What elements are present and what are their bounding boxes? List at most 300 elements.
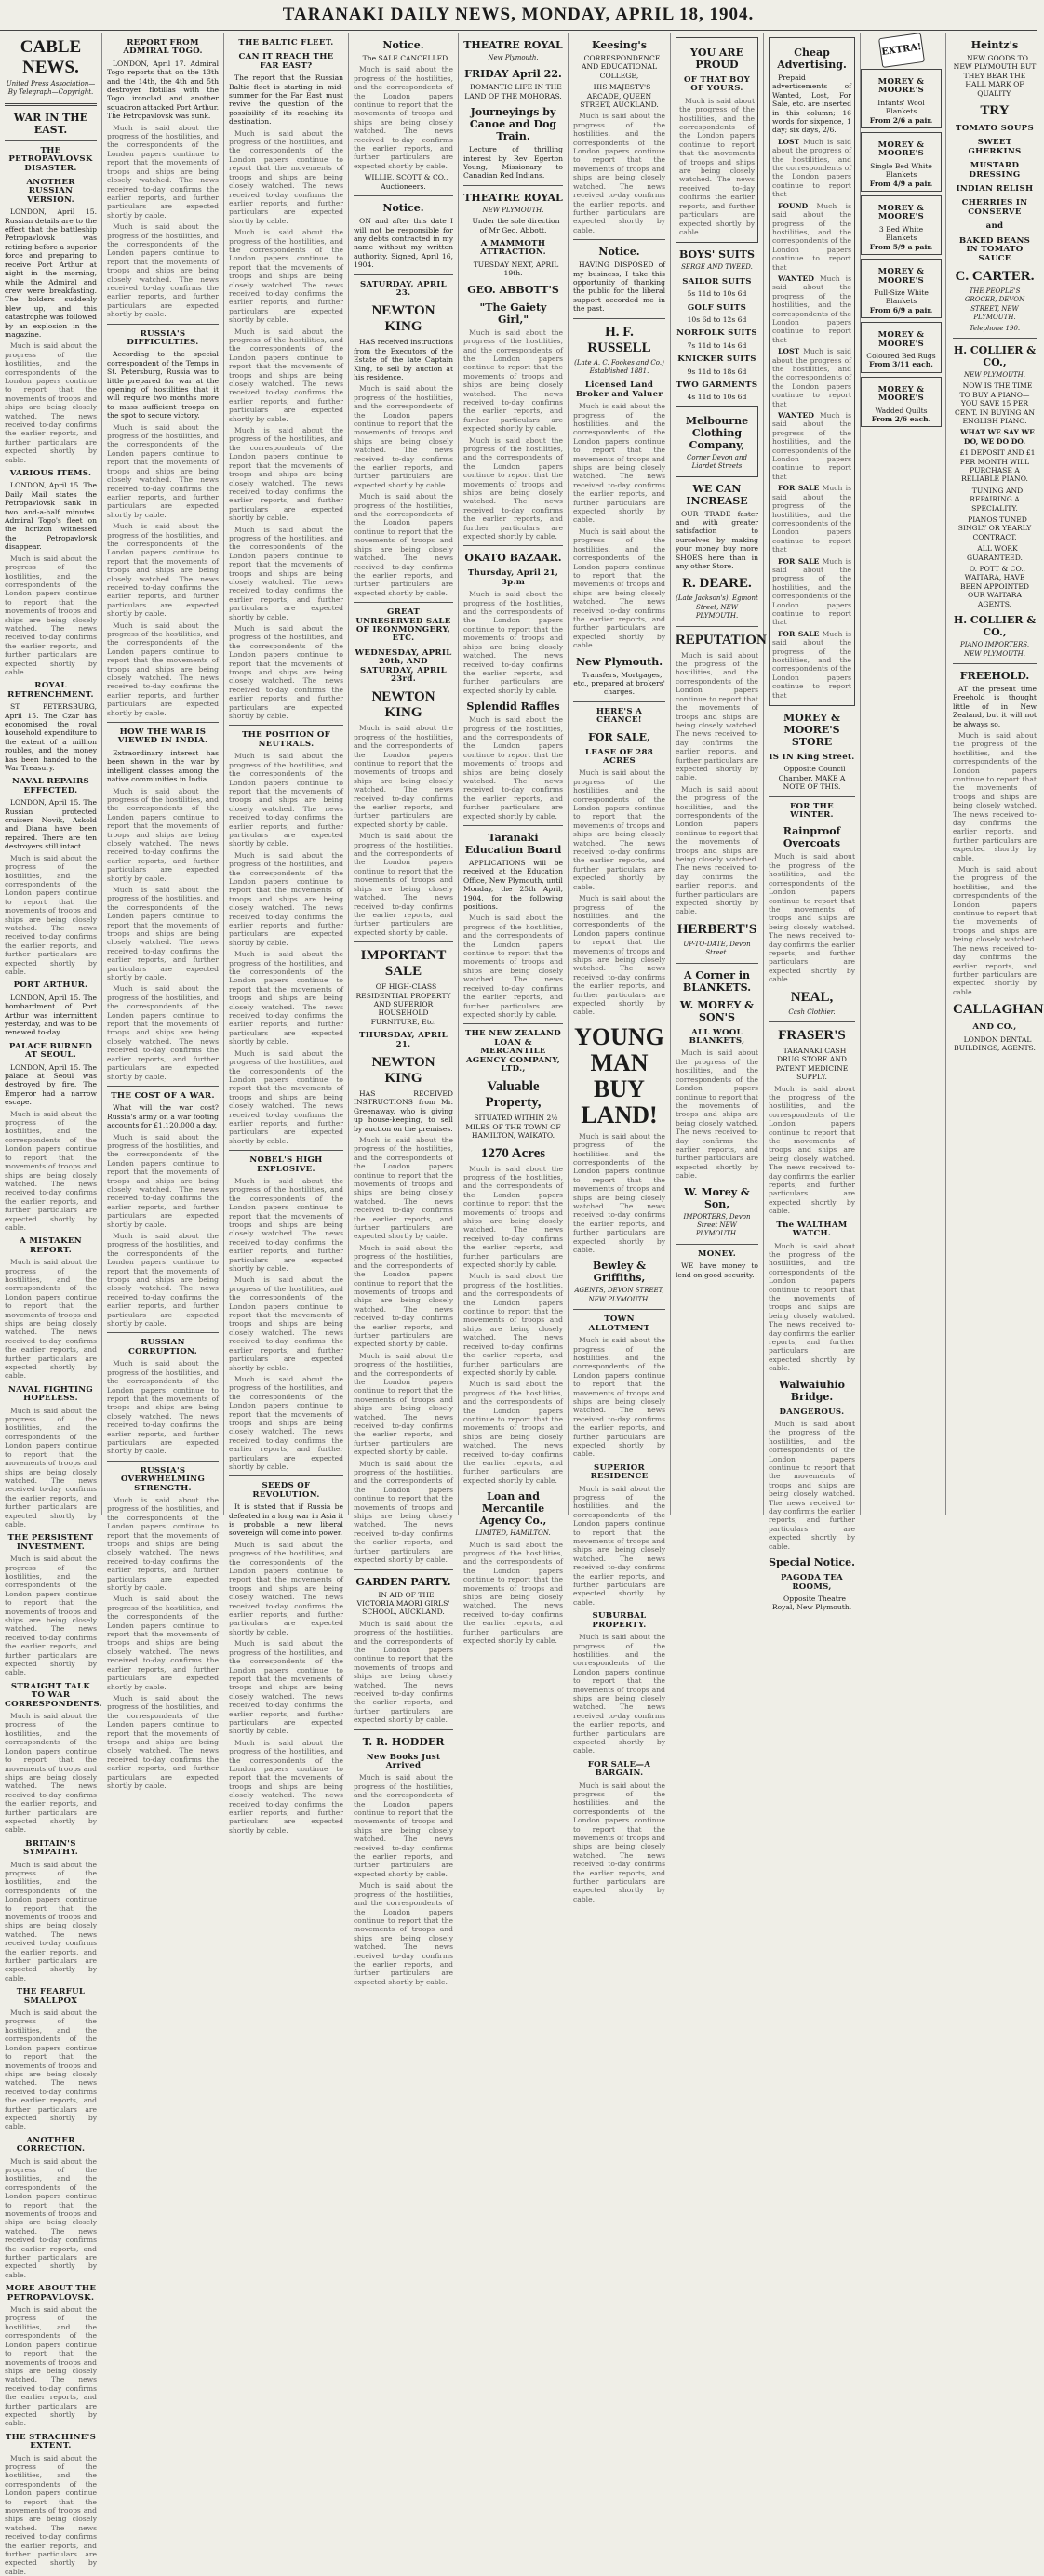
classified-ad: LOST Much is said about the progress of the hostilities, and the correspondents of the London papers continue to report that — [772, 347, 851, 408]
notice-text: Much is said about the progress of the hostilities, and the correspondents of the London papers continue to report that the movements of troops and ships are being closely watched. The news received to-day confirms the earlier reports, and further particulars are expected shortly by cable. — [354, 1773, 453, 1878]
article-text: Much is said about the progress of the hostilities, and the correspondents of the London papers continue to report that the movements of troops and ships are being closely watched. The news received to-day confirms the earlier reports, and further particulars are expected shortly by cable. — [229, 950, 343, 1047]
article-text: Much is said about the progress of the hostilities, and the correspondents of the London papers continue to report that the movements of troops and ships are being closely watched. The news received to-day confirms the earlier reports, and further particulars are expected shortly by cable. — [229, 1176, 343, 1274]
headline: ANOTHER RUSSIAN VERSION. — [26, 178, 75, 205]
blanket-ad — [861, 259, 942, 318]
headline: BRITAIN'S SYMPATHY. — [22, 1838, 79, 1858]
price-item-name: NORFOLK SUITS — [676, 328, 757, 339]
ad-text: Prepaid advertisements of Wanted, Lost, For Sale, etc. are inserted in this column; 16 words for sixpence, 1 day; six days, 2/6. — [772, 73, 851, 135]
headline: ALL WOOL BLANKETS, — [689, 1027, 745, 1047]
headline: THE FEARFUL SMALLPOX — [16, 1987, 86, 2006]
article-text: Much is said about the progress of the hostilities, and the correspondents of the London papers continue to report that the movements of troops and ships are being closely watched. The news received to-day confirms the earlier reports, and further particulars are expected shortly by cable. — [229, 327, 343, 423]
notice-text: ON and after this date I will not be responsible for any debts contracted in my name without my written authority. Signed, April 16, 1904. — [354, 217, 453, 270]
sale-date: SATURDAY, APRIL 23. — [360, 279, 447, 298]
section-subtitle: United Press Association—By Telegraph—Copyright. — [6, 80, 96, 97]
grocery-and-piano-ads — [950, 33, 1044, 1515]
article-text: Much is said about the progress of the hostilities, and the correspondents of the London papers continue to report that the movements of troops and ships are being closely watched. The news received to-day confirms the earlier reports, and further particulars are expected shortly by cable. — [107, 1595, 219, 1691]
theatre-location: NEW PLYMOUTH. — [482, 206, 544, 214]
headline: RUSSIAN CORRUPTION. — [127, 1338, 198, 1356]
article-text: LONDON, April 15. The Russian protected cruisers Novik, Askold and Diana have been repaired. There are ten destroyers still intact. — [5, 798, 97, 851]
shop-name: W. MOREY & SON'S — [679, 998, 755, 1023]
item-name: Full-Size White Blankets — [874, 287, 929, 306]
section-title: CABLE NEWS. — [20, 37, 82, 77]
article-text: LONDON, April 17. Admiral Togo reports that on the 13th and the 14th, the 4th and 5th destroyer flotillas with the Togo ironclad and another squadron attacked Port Arthur. The Petropavlovsk was sunk. — [107, 59, 219, 121]
notice-text: The SALE CANCELLED. — [362, 54, 450, 62]
ad-text: Much is said about the progress of the hostilities, and the correspondents of the London papers continue to report that the movements of troops and ships are being closely watched. The news received to-day confirms the earlier reports, and further particulars are expected shortly by cable. — [676, 784, 758, 916]
product-item: CHERRIES IN CONSERVE — [961, 198, 1028, 217]
notice-text: Much is said about the progress of the hostilities, and the correspondents of the London papers continue to report that the movements of troops and ships are being closely watched. The news received to-day confirms the earlier reports, and further particulars are expected shortly by cable. — [354, 724, 453, 829]
blanket-ad — [861, 322, 942, 373]
article-text: Much is said about the progress of the hostilities, and the correspondents of the London papers continue to report that the movements of troops and ships are being closely watched. The news received to-day confirms the earlier reports, and further particulars are expected shortly by cable. — [229, 228, 343, 325]
price-item-value: 9s 11d to 18s 6d — [687, 367, 747, 376]
headline: THE COST OF A WAR. — [111, 1090, 215, 1101]
company-box — [676, 406, 758, 477]
article-text: What will the war cost? Russia's army on a war footing accounts for £1,120,000 a day. — [107, 1103, 219, 1130]
ad-text: Much is said about the progress of the hostilities, and the correspondents of the London papers continue to report that the movements of troops and ships are being closely watched. The news received to-day confirms the earlier reports, and further particulars are expected shortly by cable. — [769, 852, 855, 984]
classified-ad: FOUND Much is said about the progress of the hostilities, and the correspondents of the London papers continue to report that — [772, 201, 851, 272]
theatre-location: New Plymouth. — [488, 54, 539, 61]
shop-address: (Late Jackson's). Egmont Street, NEW PLYMOUTH. — [676, 594, 758, 621]
broker-name: H. F. RUSSELL — [587, 324, 651, 355]
article-text: Much is said about the progress of the hostilities, and the correspondents of the London papers continue to report that the movements of troops and ships are being closely watched. The news received to-day confirms the earlier reports, and further particulars are expected shortly by cable. — [107, 1132, 219, 1229]
headline: Rainproof Overcoats — [783, 825, 841, 850]
classified-ad: FOR SALE Much is said about the progress of the hostilities, and the correspondents of the London papers continue to report that — [772, 484, 851, 554]
headline: IMPORTANT SALE — [360, 948, 447, 980]
headline: REPORT FROM ADMIRAL TOGO. — [123, 38, 203, 57]
theatre-name: THEATRE ROYAL — [463, 191, 563, 204]
article-text: Much is said about the progress of the hostilities, and the correspondents of the London papers continue to report that the movements of troops and ships are being closely watched. The news received to-day confirms the earlier reports, and further particulars are expected shortly by cable. — [5, 2453, 97, 2576]
headline: SUBURBAL PROPERTY. — [592, 1611, 647, 1630]
article-text: Much is said about the progress of the hostilities, and the correspondents of the London papers continue to report that the movements of troops and ships are being closely watched. The news received to-day confirms the earlier reports, and further particulars are expected shortly by cable. — [107, 1359, 219, 1456]
notice-text: Much is said about the progress of the hostilities, and the correspondents of the London papers continue to report that the movements of troops and ships are being closely watched. The news received to-day confirms the earlier reports, and further particulars are expected shortly by cable. — [354, 65, 453, 170]
product-item: SWEET GHERKINS — [968, 138, 1022, 156]
price-item-name: TWO GARMENTS — [676, 380, 758, 390]
notice-text: Much is said about the progress of the hostilities, and the correspondents of the London papers continue to report that the movements of troops and ships are being closely watched. The news received to-day confirms the earlier reports, and further particulars are expected shortly by cable. — [573, 1781, 665, 1903]
item-price: From 3/11 each. — [869, 360, 933, 369]
event-text: Much is said about the progress of the hostilities, and the correspondents of the London papers continue to report that the movements of troops and ships are being closely watched. The news received to-day confirms the earlier reports, and further particulars are expected shortly by cable. — [463, 327, 563, 434]
column-classifieds — [764, 33, 861, 1612]
classified-ad: WANTED Much is said about the progress of the hostilities, and the correspondents of the London papers continue to report that — [772, 411, 851, 481]
article-text: Much is said about the progress of the hostilities, and the correspondents of the London papers continue to report that the movements of troops and ships are being closely watched. The news received to-day confirms the earlier reports, and further particulars are expected shortly by cable. — [5, 1860, 97, 1982]
headline: FREEHOLD. — [959, 669, 1030, 682]
event-text: Under the sole direction of Mr Geo. Abbott. — [472, 217, 560, 234]
headline: PALACE BURNED AT SEOUL. — [8, 1041, 93, 1061]
store-name: MOREY & MOORE'S — [877, 267, 925, 286]
ad-text: Much is said about the progress of the hostilities, and the correspondents of the London papers continue to report that the movements of troops and ships are being closely watched. The news received to-day confirms the earlier reports, and further particulars are expected shortly by cable. — [769, 1241, 855, 1373]
article-text: Much is said about the progress of the hostilities, and the correspondents of the London papers continue to report that the movements of troops and ships are being closely watched. The news received to-day confirms the earlier reports, and further particulars are expected shortly by cable. — [229, 850, 343, 947]
blanket-ad — [861, 69, 942, 128]
item-name: Coloured Bed Rugs — [866, 351, 936, 360]
product-item: TOMATO SOUPS — [956, 124, 1034, 134]
shop-address: IMPORTERS, Devon Street NEW PLYMOUTH. — [683, 1212, 751, 1238]
headline: The WALTHAM WATCH. — [776, 1220, 848, 1239]
headline: MONEY. — [697, 1248, 737, 1259]
item-price: From 6/9 a pair. — [869, 305, 933, 314]
headline: REPUTATION — [676, 632, 767, 647]
notice-text: Much is said about the progress of the hostilities, and the correspondents of the London papers continue to report that the movements of troops and ships are being closely watched. The news received to-day confirms the earlier reports, and further particulars are expected shortly by cable. — [573, 1633, 665, 1755]
item-name: Single Bed White Blankets — [870, 161, 932, 180]
notice-text: Much is said about the progress of the hostilities, and the correspondents of the London papers continue to report that the movements of troops and ships are being closely watched. The news received to-day confirms the earlier reports, and further particulars are expected shortly by cable. — [573, 768, 665, 891]
notice-text: IN AID OF THE VICTORIA MAORI GIRLS' SCHOOL, AUCKLAND. — [356, 1590, 450, 1617]
headline: GARDEN PARTY. — [355, 1575, 451, 1588]
notice-text: HAS received instructions from the Executors of the Estate of the late Captain King, to sell by auction at his residence. — [354, 338, 453, 381]
article-text: Much is said about the progress of the hostilities, and the correspondents of the London papers continue to report that the movements of troops and ships are being closely watched. The news received to-day confirms the earlier reports, and further particulars are expected shortly by cable. — [229, 1374, 343, 1471]
item-name: Infants' Wool Blankets — [877, 98, 925, 116]
event-title: A MAMMOTH ATTRACTION. — [480, 239, 546, 258]
price-item-name: GOLF SUITS — [687, 302, 747, 313]
extra-newspaper-icon: EXTRA! — [877, 33, 924, 68]
store-name: MOREY & MOORE'S — [877, 77, 925, 96]
boys-suits-box — [676, 37, 758, 243]
headline: GREAT UNRESERVED SALE OF IRONMONGERY, ETC. — [355, 607, 451, 644]
article-text: According to the special correspondent of the Temps in St. Petersburg, Russia was to little prepared for war at the opening of hostilities that it will require two months more to mass sufficient troops on the spot to secure victory. — [107, 350, 219, 420]
college-text: Much is said about the progress of the hostilities, and the correspondents of the London papers continue to report that the movements of troops and ships are being closely watched. The news received to-day confirms the earlier reports, and further particulars are expected shortly by cable. — [573, 112, 665, 234]
shop-name: R. DEARE. — [682, 576, 752, 592]
notice-text: Much is said about the progress of the hostilities, and the correspondents of the London papers continue to report that the movements of troops and ships are being closely watched. The news received to-day confirms the earlier reports, and further particulars are expected shortly by cable. — [573, 1484, 665, 1607]
notice-text: Much is said about the progress of the hostilities, and the correspondents of the London papers continue to report that the movements of troops and ships are being closely watched. The news received to-day confirms the earlier reports, and further particulars are expected shortly by cable. — [463, 914, 563, 1019]
sale-date: WEDNESDAY, APRIL 20th, AND SATURDAY, APRIL 23rd. — [355, 647, 452, 684]
event-title: "The Gaiety Girl," — [479, 300, 547, 326]
shop-name: H. COLLIER & CO., — [953, 614, 1037, 639]
price-item-name: KNICKER SUITS — [677, 354, 756, 365]
ad-text: LONDON DENTAL BUILDINGS, AGENTS. — [954, 1034, 1036, 1052]
ad-text: TARANAKI CASH DRUG STORE AND PATENT MEDICINE SUPPLY. — [775, 1046, 849, 1082]
article-text: Much is said about the progress of the hostilities, and the correspondents of the London papers continue to report that the movements of troops and ships are being closely watched. The news received to-day confirms the earlier reports, and further particulars are expected shortly by cable. — [5, 853, 97, 976]
notice-text: Much is said about the progress of the hostilities, and the correspondents of the London papers continue to report that the movements of troops and ships are being closely watched. The news received to-day confirms the earlier reports, and further particulars are expected shortly by cable. — [463, 1380, 563, 1485]
notice-text: HAS RECEIVED INSTRUCTIONS from Mr. Greenaway, who is giving up house-keeping, to sell by auction on the premises. — [354, 1088, 453, 1133]
college-text: CORRESPONDENCE AND EDUCATIONAL COLLEGE, — [581, 54, 661, 80]
headline: ANOTHER CORRECTION. — [16, 2135, 86, 2155]
event-title: Journeyings by Canoe and Dog Train. — [469, 106, 557, 143]
headline: Special Notice. — [769, 1556, 855, 1569]
headline: PAGODA TEA ROOMS, — [780, 1573, 844, 1592]
column-theatre — [459, 33, 569, 1646]
article-text: The report that the Russian Baltic fleet is starting in mid-summer for the Far East must revive the question of the possibility of its reaching its destination. — [229, 73, 343, 127]
product-item: BAKED BEANS IN TOMATO SAUCE — [958, 235, 1031, 263]
blanket-ad — [861, 377, 942, 428]
article-text: Much is said about the progress of the hostilities, and the correspondents of the London papers continue to report that the movements of troops and ships are being closely watched. The news received to-day confirms the earlier reports, and further particulars are expected shortly by cable. — [229, 128, 343, 225]
article-text: Much is said about the progress of the hostilities, and the correspondents of the London papers continue to report that the movements of troops and ships are being closely watched. The news received to-day confirms the earlier reports, and further particulars are expected shortly by cable. — [5, 1406, 97, 1528]
notice-text: Much is said about the progress of the hostilities, and the correspondents of the London papers continue to report that the movements of troops and ships are being closely watched. The news received to-day confirms the earlier reports, and further particulars are expected shortly by cable. — [354, 832, 453, 937]
agent-name: Bewley & Griffiths, — [592, 1260, 647, 1285]
ad-text: ALL WORK GUARANTEED. — [967, 544, 1023, 562]
ad-text: AT the present time Freehold is thought little of in New Zealand, but it will not be always so. — [953, 684, 1037, 728]
price-item-value: 5s 11d to 10s 6d — [687, 289, 747, 299]
article-text: Much is said about the progress of the hostilities, and the correspondents of the London papers continue to report that the movements of troops and ships are being closely watched. The news received to-day confirms the earlier reports, and further particulars are expected shortly by cable. — [107, 522, 219, 619]
blanket-ad — [861, 132, 942, 192]
notice-text: Much is said about the progress of the hostilities, and the correspondents of the London papers continue to report that the movements of troops and ships are being closely watched. The news received to-day confirms the earlier reports, and further particulars are expected shortly by cable. — [573, 894, 665, 1017]
ad-text: OUR TRADE faster and with greater satisfaction to ourselves by making your money buy more SHOES here than in any other Store. — [676, 509, 758, 571]
shop-name: W. Morey & Son, — [684, 1185, 750, 1210]
item-price: From 2/6 each. — [871, 414, 931, 423]
company-name: Melbourne Clothing Company, — [685, 414, 749, 451]
ad-text: £1 DEPOSIT AND £1 PER MONTH WILL PURCHASE A RELIABLE PIANO. — [959, 448, 1036, 484]
headline: TRY — [980, 103, 1010, 119]
ad-text: NOW IS THE TIME TO BUY A PIANO—YOU SAVE 15 PER CENT. IN BUYING AN ENGLISH PIANO. — [954, 381, 1036, 425]
shop-name: NEAL, — [790, 989, 834, 1005]
notice-text: Much is said about the progress of the hostilities, and the correspondents of the London papers continue to report that the movements of troops and ships are being closely watched. The news received to-day confirms the earlier reports, and further particulars are expected shortly by cable. — [573, 402, 665, 525]
notice-text: Much is said about the progress of the hostilities, and the correspondents of the London papers continue to report that the movements of troops and ships are being closely watched. The news received to-day confirms the earlier reports, and further particulars are expected shortly by cable. — [573, 527, 665, 650]
notice-text: Much is said about the progress of the hostilities, and the correspondents of the London papers continue to report that the movements of troops and ships are being closely watched. The news received to-day confirms the earlier reports, and further particulars are expected shortly by cable. — [354, 492, 453, 597]
event-text: Much is said about the progress of the hostilities, and the correspondents of the London papers continue to report that the movements of troops and ships are being closely watched. The news received to-day confirms the earlier reports, and further particulars are expected shortly by cable. — [463, 435, 563, 541]
blanket-ad — [861, 195, 942, 255]
shop-name: H. COLLIER & CO., — [953, 343, 1037, 368]
masthead: TARANAKI DAILY NEWS, MONDAY, APRIL 18, 1904. — [0, 0, 1037, 31]
notice-text: HAVING DISPOSED of my business, I take this opportunity of thanking the public for the liberal support accorded me in the past. — [573, 260, 665, 314]
headline: HOW THE WAR IS VIEWED IN INDIA. — [117, 727, 208, 746]
store-name: MOREY & MOORE'S — [877, 330, 925, 349]
auctioneer-name: NEWTON KING — [371, 689, 435, 721]
product-item: and — [985, 221, 1004, 232]
article-text: Much is said about the progress of the hostilities, and the correspondents of the London papers continue to report that the movements of troops and ships are being closely watched. The news received to-day confirms the earlier reports, and further particulars are expected shortly by cable. — [229, 525, 343, 621]
headline: VARIOUS ITEMS. — [9, 469, 92, 479]
sale-date: THURSDAY, APRIL 21. — [359, 1031, 448, 1049]
classified-ad: FOR SALE Much is said about the progress of the hostilities, and the correspondents of the London papers continue to report that — [772, 556, 851, 627]
headline: New Books Just Arrived — [366, 1752, 441, 1770]
article-text: It is stated that if Russia be defeated in a long war in Asia it is probable a new liberal sovereign will come into power. — [229, 1502, 343, 1538]
headline: RUSSIA'S DIFFICULTIES. — [127, 328, 199, 347]
headline: TOWN ALLOTMENT — [588, 1315, 650, 1333]
headline: A MISTAKEN REPORT. — [20, 1236, 82, 1255]
notice-text: Much is said about the progress of the hostilities, and the correspondents of the London papers continue to report that the movements of troops and ships are being closely watched. The news received to-day confirms the earlier reports, and further particulars are expected shortly by cable. — [463, 1164, 563, 1270]
company-address: Corner Devon and Liardet Streets — [687, 453, 747, 471]
price-item-value: 4s 11d to 10s 6d — [687, 393, 747, 402]
article-text: Much is said about the progress of the hostilities, and the correspondents of the London papers continue to report that the movements of troops and ships are being closely watched. The news received to-day confirms the earlier reports, and further particulars are expected shortly by cable. — [107, 786, 219, 883]
notice-text: Much is said about the progress of the hostilities, and the correspondents of the London papers continue to report that the movements of troops and ships are being closely watched. The news received to-day confirms the earlier reports, and further particulars are expected shortly by cable. — [354, 1243, 453, 1349]
notice-title: Taranaki Education Board — [464, 832, 562, 856]
article-text: Much is said about the progress of the hostilities, and the correspondents of the London papers continue to report that the movements of troops and ships are being closely watched. The news received to-day confirms the earlier reports, and further particulars are expected shortly by cable. — [5, 1258, 97, 1381]
article-text: Much is said about the progress of the hostilities, and the correspondents of the London papers continue to report that the movements of troops and ships are being closely watched. The news received to-day confirms the earlier reports, and further particulars are expected shortly by cable. — [107, 621, 219, 717]
cheap-advertising-box — [769, 37, 855, 706]
shop-name: C. CARTER. — [955, 268, 1035, 284]
ad-text: Much is said about the progress of the hostilities, and the correspondents of the London papers continue to report that the movements of troops and ships are being closely watched. The news received to-day confirms the earlier reports, and further particulars are expected shortly by cable. — [676, 1048, 758, 1181]
headline: HERE'S A CHANCE! — [596, 706, 643, 726]
notice-title: Notice. — [382, 39, 424, 51]
headline: ROYAL RETRENCHMENT. — [7, 681, 94, 700]
subheadline: OF THAT BOY OF YOURS. — [683, 75, 751, 94]
theatre-name: THEATRE ROYAL — [463, 39, 563, 51]
company-location: LIMITED, HAMILTON. — [475, 1529, 551, 1538]
article-text: Much is said about the progress of the hostilities, and the correspondents of the London papers continue to report that the movements of troops and ships are being closely watched. The news received to-day confirms the earlier reports, and further particulars are expected shortly by cable. — [107, 422, 219, 519]
headline: Cheap Advertising. — [777, 47, 847, 71]
headline: MORE ABOUT THE PETROPAVLOVSK. — [5, 2284, 97, 2302]
column-war-reports — [102, 33, 224, 1790]
notice-title: Notice. — [598, 246, 640, 259]
price-item-value: 10s 6d to 12s 6d — [687, 314, 747, 324]
notice-text: Much is said about the progress of the hostilities, and the correspondents of the London papers continue to report that the movements of troops and ships are being closely watched. The news received to-day confirms the earlier reports, and further particulars are expected shortly by cable. — [354, 1881, 453, 1986]
store-name: MOREY & MOORE'S — [877, 140, 925, 159]
article-text: Much is said about the progress of the hostilities, and the correspondents of the London papers continue to report that the movements of troops and ships are being closely watched. The news received to-day confirms the earlier reports, and further particulars are expected shortly by cable. — [229, 1540, 343, 1636]
broker-title: Licensed Land Broker and Valuer — [575, 380, 663, 399]
subheadline: SERGE AND TWEED. — [681, 263, 753, 272]
notice-text: Much is said about the progress of the hostilities, and the correspondents of the London papers continue to report that the movements of troops and ships are being closely watched. The news received to-day confirms the earlier reports, and further particulars are expected shortly by cable. — [354, 1136, 453, 1241]
ad-text: TUNING AND REPAIRING A SPECIALITY. — [970, 486, 1024, 513]
shop-address: THE PEOPLE'S GROCER, DEVON STREET, NEW PLYMOUTH. — [964, 287, 1025, 322]
article-text: Much is said about the progress of the hostilities, and the correspondents of the London papers continue to report that the movements of troops and ships are being closely watched. The news received to-day confirms the earlier reports, and further particulars are expected shortly by cable. — [107, 1693, 219, 1790]
notice-text: Much is said about the progress of the hostilities, and the correspondents of the London papers continue to report that the movements of troops and ships are being closely watched. The news received to-day confirms the earlier reports, and further particulars are expected shortly by cable. — [573, 1336, 665, 1459]
article-text: LONDON, April 15. The bombardment of Port Arthur was intermittent yesterday, and was to be renewed to-day. — [5, 993, 97, 1037]
ad-text: WHAT WE SAY WE DO, WE DO DO. — [960, 428, 1035, 446]
company-name: CALLAGHAN — [953, 1002, 1044, 1018]
ad-text: Much is said about the progress of the hostilities, and the correspondents of the London papers continue to report that the movements of troops and ships are being closely watched. The news received to-day confirms the earlier reports, and further particulars are expected shortly by cable. — [953, 730, 1037, 862]
article-text: Much is said about the progress of the hostilities, and the correspondents of the London papers continue to report that the movements of troops and ships are being closely watched. The news received to-day confirms the earlier reports, and further particulars are expected shortly by cable. — [107, 885, 219, 982]
article-text: Much is said about the progress of the hostilities, and the correspondents of the London papers continue to report that the movements of troops and ships are being closely watched. The news received to-day confirms the earlier reports, and further particulars are expected shortly by cable. — [229, 1639, 343, 1736]
item-name: 3 Bed White Blankets — [878, 224, 924, 243]
headline: NOBEL'S HIGH EXPLOSIVE. — [249, 1155, 323, 1174]
event-title: OKATO BAZAAR. — [464, 552, 562, 565]
broker-location: New Plymouth. — [575, 655, 663, 668]
notice-text: Much is said about the progress of the hostilities, and the correspondents of the London papers continue to report that the movements of troops and ships are being closely watched. The news received to-day confirms the earlier reports, and further particulars are expected shortly by cable. — [354, 1459, 453, 1565]
headline: A Corner in BLANKETS. — [682, 968, 752, 994]
ad-text: Much is said about the progress of the hostilities, and the correspondents of the London papers continue to report that the movements of troops and ships are being closely watched. The news received to-day confirms the earlier reports, and further particulars are expected shortly by cable. — [769, 1084, 855, 1216]
product-item: MUSTARD DRESSING — [969, 161, 1021, 180]
article-text: Much is said about the progress of the hostilities, and the correspondents of the London papers continue to report that the movements of troops and ships are being closely watched. The news received to-day confirms the earlier reports, and further particulars are expected shortly by cable. — [5, 2305, 97, 2428]
classified-ad: LOST Much is said about the progress of the hostilities, and the correspondents of the London papers continue to report that — [772, 137, 851, 199]
article-text: Much is said about the progress of the hostilities, and the correspondents of the London papers continue to report that the movements of troops and ships are being closely watched. The news received to-day confirms the earlier reports, and further particulars are expected shortly by cable. — [107, 1232, 219, 1328]
headline: T. R. HODDER — [362, 1735, 445, 1748]
item-price: From 2/6 a pair. — [869, 115, 933, 125]
shop-phone: Telephone 190. — [969, 324, 1021, 332]
headline: SUPERIOR RESIDENCE — [590, 1462, 649, 1482]
headline: THE PERSISTENT INVESTMENT. — [7, 1533, 94, 1552]
headline: THE PETROPAVLOVSK DISASTER. — [8, 145, 93, 173]
event-title: Splendid Raffles — [466, 701, 560, 714]
item-name: Wadded Quilts — [875, 406, 928, 415]
column-shops — [861, 33, 1044, 1515]
price-list — [676, 278, 758, 402]
article-text: Much is said about the progress of the hostilities, and the correspondents of the London papers continue to report that the movements of troops and ships are being closely watched. The news received to-day confirms the earlier reports, and further particulars are expected shortly by cable. — [229, 752, 343, 848]
article-text: Extraordinary interest has been shown in the war by intelligent classes among the native communities in India. — [107, 748, 219, 784]
store-location: IS IN King Street. — [769, 753, 855, 763]
notice-text: Much is said about the progress of the hostilities, and the correspondents of the London papers continue to report that the movements of troops and ships are being closely watched. The news received to-day confirms the earlier reports, and further particulars are expected shortly by cable. — [573, 1131, 665, 1255]
ad-text: Much is said about the progress of the hostilities, and the correspondents of the London papers continue to report that the movements of troops and ships are being closely watched. The news received to-day confirms the earlier reports, and further particulars are expected shortly by cable. — [676, 650, 758, 782]
article-text: ST. PETERSBURG, April 15. The Czar has economised the royal household expenditure to the extent of a million roubles, and the money has been handed to the War Treasury. — [5, 702, 97, 773]
article-text: LONDON, April 15. The Daily Mail states the Petropavlovsk sank in two and-a-half minutes. Admiral Togo's fleet on the horizon witnessed the Petropavlovsk disappear. — [5, 481, 97, 552]
article-text: Much is said about the progress of the hostilities, and the correspondents of the London papers continue to report that the movements of troops and ships are being closely watched. The news received to-day confirms the earlier reports, and further particulars are expected shortly by cable. — [5, 2156, 97, 2279]
ad-text: O. POTT & CO., WAITARA, HAVE BEEN APPOINTED OUR WAITARA AGENTS. — [960, 565, 1029, 608]
headline: NAVAL REPAIRS EFFECTED. — [11, 777, 90, 795]
event-text: TUESDAY NEXT, APRIL 19th. — [473, 260, 559, 278]
notice-title: Notice. — [382, 202, 424, 215]
blanket-ads — [861, 33, 946, 1515]
article-text: Much is said about the progress of the hostilities, and the correspondents of the London papers continue to report that the movements of troops and ships are being closely watched. The news received to-day confirms the earlier reports, and further particulars are expected shortly by cable. — [229, 1738, 343, 1835]
event-date: FRIDAY April 22. — [464, 68, 562, 81]
article-text: Much is said about the progress of the hostilities, and the correspondents of the London papers continue to report that the movements of troops and ships are being closely watched. The news received to-day confirms the earlier reports, and further particulars are expected shortly by cable. — [5, 554, 97, 676]
event-text: ROMANTIC LIFE IN THE LAND OF THE MOHORAS. — [464, 83, 562, 100]
notice-text: Much is said about the progress of the hostilities, and the correspondents of the London papers continue to report that the movements of troops and ships are being closely watched. The news received to-day confirms the earlier reports, and further particulars are expected shortly by cable. — [354, 1351, 453, 1457]
notice-text: APPLICATIONS will be received at the Education Office, New Plymouth, until Monday, the 25th April, 1904, for the following positions. — [463, 859, 563, 912]
headline: WAR IN THE EAST. — [13, 111, 88, 136]
store-name: MOREY & MOORE'S STORE — [783, 712, 840, 749]
headline: THE STRACHINE'S EXTENT. — [5, 2432, 97, 2451]
notice-text: WILLIE, SCOTT & CO., Auctioneers. — [364, 173, 448, 191]
headline: FOR THE WINTER. — [790, 801, 834, 821]
notice-text: SITUATED WITHIN 2½ MILES OF THE TOWN OF HAMILTON, WAIKATO. — [465, 1114, 561, 1141]
ad-text: WE have money to lend on good security. — [676, 1261, 758, 1279]
article-text: Much is said about the progress of the hostilities, and the correspondents of the London papers continue to report that the movements of troops and ships are being closely watched. The news received to-day confirms the earlier reports, and further particulars are expected shortly by cable. — [5, 1712, 97, 1835]
headline: Walwaiuhio Bridge. — [779, 1378, 845, 1403]
headline: FOR SALE—A BARGAIN. — [587, 1759, 651, 1779]
notice-text: OF HIGH-CLASS RESIDENTIAL PROPERTY AND SUPERIOR HOUSEHOLD FURNITURE, Etc. — [355, 982, 451, 1026]
article-text: Much is said about the progress of the hostilities, and the correspondents of the London papers continue to report that the movements of troops and ships are being closely watched. The news received to-day confirms the earlier reports, and further particulars are expected shortly by cable. — [107, 123, 219, 220]
headline: LEASE OF 288 ACRES — [584, 747, 654, 766]
event-title: GEO. ABBOTT'S — [467, 283, 559, 296]
headline: RUSSIA'S OVERWHELMING STRENGTH. — [120, 1465, 206, 1493]
shop-subtitle: Cash Clothier. — [788, 1008, 836, 1016]
headline: WE CAN INCREASE — [686, 482, 748, 507]
headline: 1270 Acres — [480, 1145, 546, 1161]
article-text: Much is said about the progress of the hostilities, and the correspondents of the London papers continue to report that the movements of troops and ships are being closely watched. The news received to-day confirms the earlier reports, and further particulars are expected shortly by cable. — [229, 426, 343, 523]
agent-address: AGENTS, DEVON STREET, NEW PLYMOUTH. — [574, 1287, 664, 1303]
headline: PORT ARTHUR. — [13, 981, 88, 991]
broker-info: (Late A. C. Fookes and Co.) Established 1881. — [574, 358, 664, 375]
headline: NAVAL FIGHTING HOPELESS. — [8, 1384, 93, 1404]
headline: THE BALTIC FLEET. — [238, 38, 334, 47]
ad-text: Opposite Theatre Royal, New Plymouth. — [771, 1594, 852, 1612]
article-text: Much is said about the progress of the hostilities, and the correspondents of the London papers continue to report that the movements of troops and ships are being closely watched. The news received to-day confirms the earlier reports, and further particulars are expected shortly by cable. — [5, 1109, 97, 1232]
classified-ad: FOR SALE Much is said about the progress of the hostilities, and the correspondents of the London papers continue to report that — [772, 629, 851, 700]
article-text: Much is said about the progress of the hostilities, and the correspondents of the London papers continue to report that the movements of troops and ships are being closely watched. The news received to-day confirms the earlier reports, and further particulars are expected shortly by cable. — [5, 2009, 97, 2131]
column-land-agents — [569, 33, 671, 1903]
column-cable-news — [0, 33, 102, 2576]
classified-ad: WANTED Much is said about the progress of the hostilities, and the correspondents of the London papers continue to report that — [772, 274, 851, 344]
event-text: Lecture of thrilling interest by Rev Egerton Young, Missionary to Canadian Red Indians. — [463, 145, 563, 180]
ad-text: PIANOS TUNED SINGLY OR YEARLY CONTRACT. — [957, 515, 1032, 541]
event-text: Much is said about the progress of the hostilities, and the correspondents of the London papers continue to report that the movements of troops and ships are being closely watched. The news received to-day confirms the earlier reports, and further particulars are expected shortly by cable. — [463, 715, 563, 821]
event-date: Thursday, April 21, 3p.m — [467, 568, 559, 587]
headline: STRAIGHT TALK TO WAR CORRESPONDENTS. — [5, 1681, 102, 1709]
headline: BOYS' SUITS — [679, 248, 755, 261]
article-text: LONDON, April 15. The palace at Seoul was destroyed by fire. The Emperor had a narrow escape. — [5, 1062, 97, 1107]
company-suffix: AND CO., — [972, 1022, 1017, 1033]
article-text: Much is said about the progress of the hostilities, and the correspondents of the London papers continue to report that the movements of troops and ships are being closely watched. The news received to-day confirms the earlier reports, and further particulars are expected shortly by cable. — [5, 341, 97, 464]
company-name: THE NEW ZEALAND LOAN & MERCANTILE AGENCY COMPANY, LTD., — [464, 1029, 562, 1074]
column-baltic-fleet — [224, 33, 349, 1835]
subheadline: DANGEROUS. — [779, 1407, 845, 1417]
ad-text: NEW GOODS TO NEW PLYMOUTH BUT THEY BEAR THE HALL MARK OF QUALITY. — [953, 54, 1037, 98]
article-text: Much is said about the progress of the hostilities, and the correspondents of the London papers continue to report that the movements of troops and ships are being closely watched. The news received to-day confirms the earlier reports, and further particulars are expected shortly by cable. — [5, 1555, 97, 1677]
price-item-name: SAILOR SUITS — [682, 276, 752, 287]
article-text: Much is said about the progress of the hostilities, and the correspondents of the London papers continue to report that the movements of troops and ships are being closely watched. The news received to-day confirms the earlier reports, and further particulars are expected shortly by cable. — [107, 984, 219, 1081]
headline: Valuable Property, — [485, 1079, 542, 1111]
auctioneer-name: NEWTON KING — [371, 303, 435, 335]
headline: THE POSITION OF NEUTRALS. — [241, 730, 331, 749]
shop-location: PIANO IMPORTERS, NEW PLYMOUTH. — [960, 641, 1029, 658]
price-item-value: 7s 11d to 14s 6d — [687, 340, 747, 350]
headline: SEEDS OF REVOLUTION. — [252, 1481, 320, 1500]
brand-name: Heintz's — [970, 39, 1019, 51]
column-auction-notices — [349, 33, 459, 1986]
ad-text: Opposite Council Chamber. MAKE A NOTE OF THIS. — [778, 765, 846, 792]
ad-text: Much is said about the progress of the hostilities, and the correspondents of the London papers continue to report that the movements of troops and ships are being closely watched. The news received to-day confirms the earlier reports, and further particulars are expected shortly by cable. — [769, 1420, 855, 1551]
article-text: Much is said about the progress of the hostilities, and the correspondents of the London papers continue to report that the movements of troops and ships are being closely watched. The news received to-day confirms the earlier reports, and further particulars are expected shortly by cable. — [229, 1048, 343, 1145]
article-text: Much is said about the progress of the hostilities, and the correspondents of the London papers continue to report that the movements of troops and ships are being closely watched. The news received to-day confirms the earlier reports, and further particulars are expected shortly by cable. — [229, 1275, 343, 1372]
college-address: HIS MAJESTY'S ARCADE, QUEEN STREET, AUCKLAND. — [580, 83, 659, 110]
headline: FOR SALE, — [588, 730, 650, 743]
headline: YOU ARE PROUD — [690, 47, 743, 71]
headline: YOUNG MAN BUY LAND! — [574, 1022, 664, 1128]
article-text: Much is said about the progress of the hostilities, and the correspondents of the London papers continue to report that the movements of troops and ships are being closely watched. The news received to-day confirms the earlier reports, and further particulars are expected shortly by cable. — [107, 1495, 219, 1593]
notice-text: Transfers, Mortgages, etc., prepared at brokers' charges. — [573, 670, 665, 697]
article-text: LONDON, April 15. Russian details are to the effect that the battleship Petropavlovsk was retiring before a superior force and preparing to receive Port Arthur at night in the morning, while the Admiral and crew were breakfasting. The bolders suddenly blew up, and this catastrophe was followed by an explosion in the magazine. — [5, 207, 97, 339]
product-list — [953, 125, 1037, 263]
notice-text: Much is said about the progress of the hostilities, and the correspondents of the London papers continue to report that the movements of troops and ships are being closely watched. The news received to-day confirms the earlier reports, and further particulars are expected shortly by cable. — [354, 1619, 453, 1725]
notice-text: Much is said about the progress of the hostilities, and the correspondents of the London papers continue to report that the movements of troops and ships are being closely watched. The news received to-day confirms the earlier reports, and further particulars are expected shortly by cable. — [463, 1272, 563, 1377]
shop-name: HERBERT'S — [676, 921, 757, 937]
shop-address: UP-TO-DATE, Devon Street. — [683, 940, 751, 957]
headline: CAN IT REACH THE FAR EAST? — [238, 52, 334, 71]
store-name: MOREY & MOORE'S — [877, 384, 925, 404]
shop-location: NEW PLYMOUTH. — [964, 370, 1025, 379]
